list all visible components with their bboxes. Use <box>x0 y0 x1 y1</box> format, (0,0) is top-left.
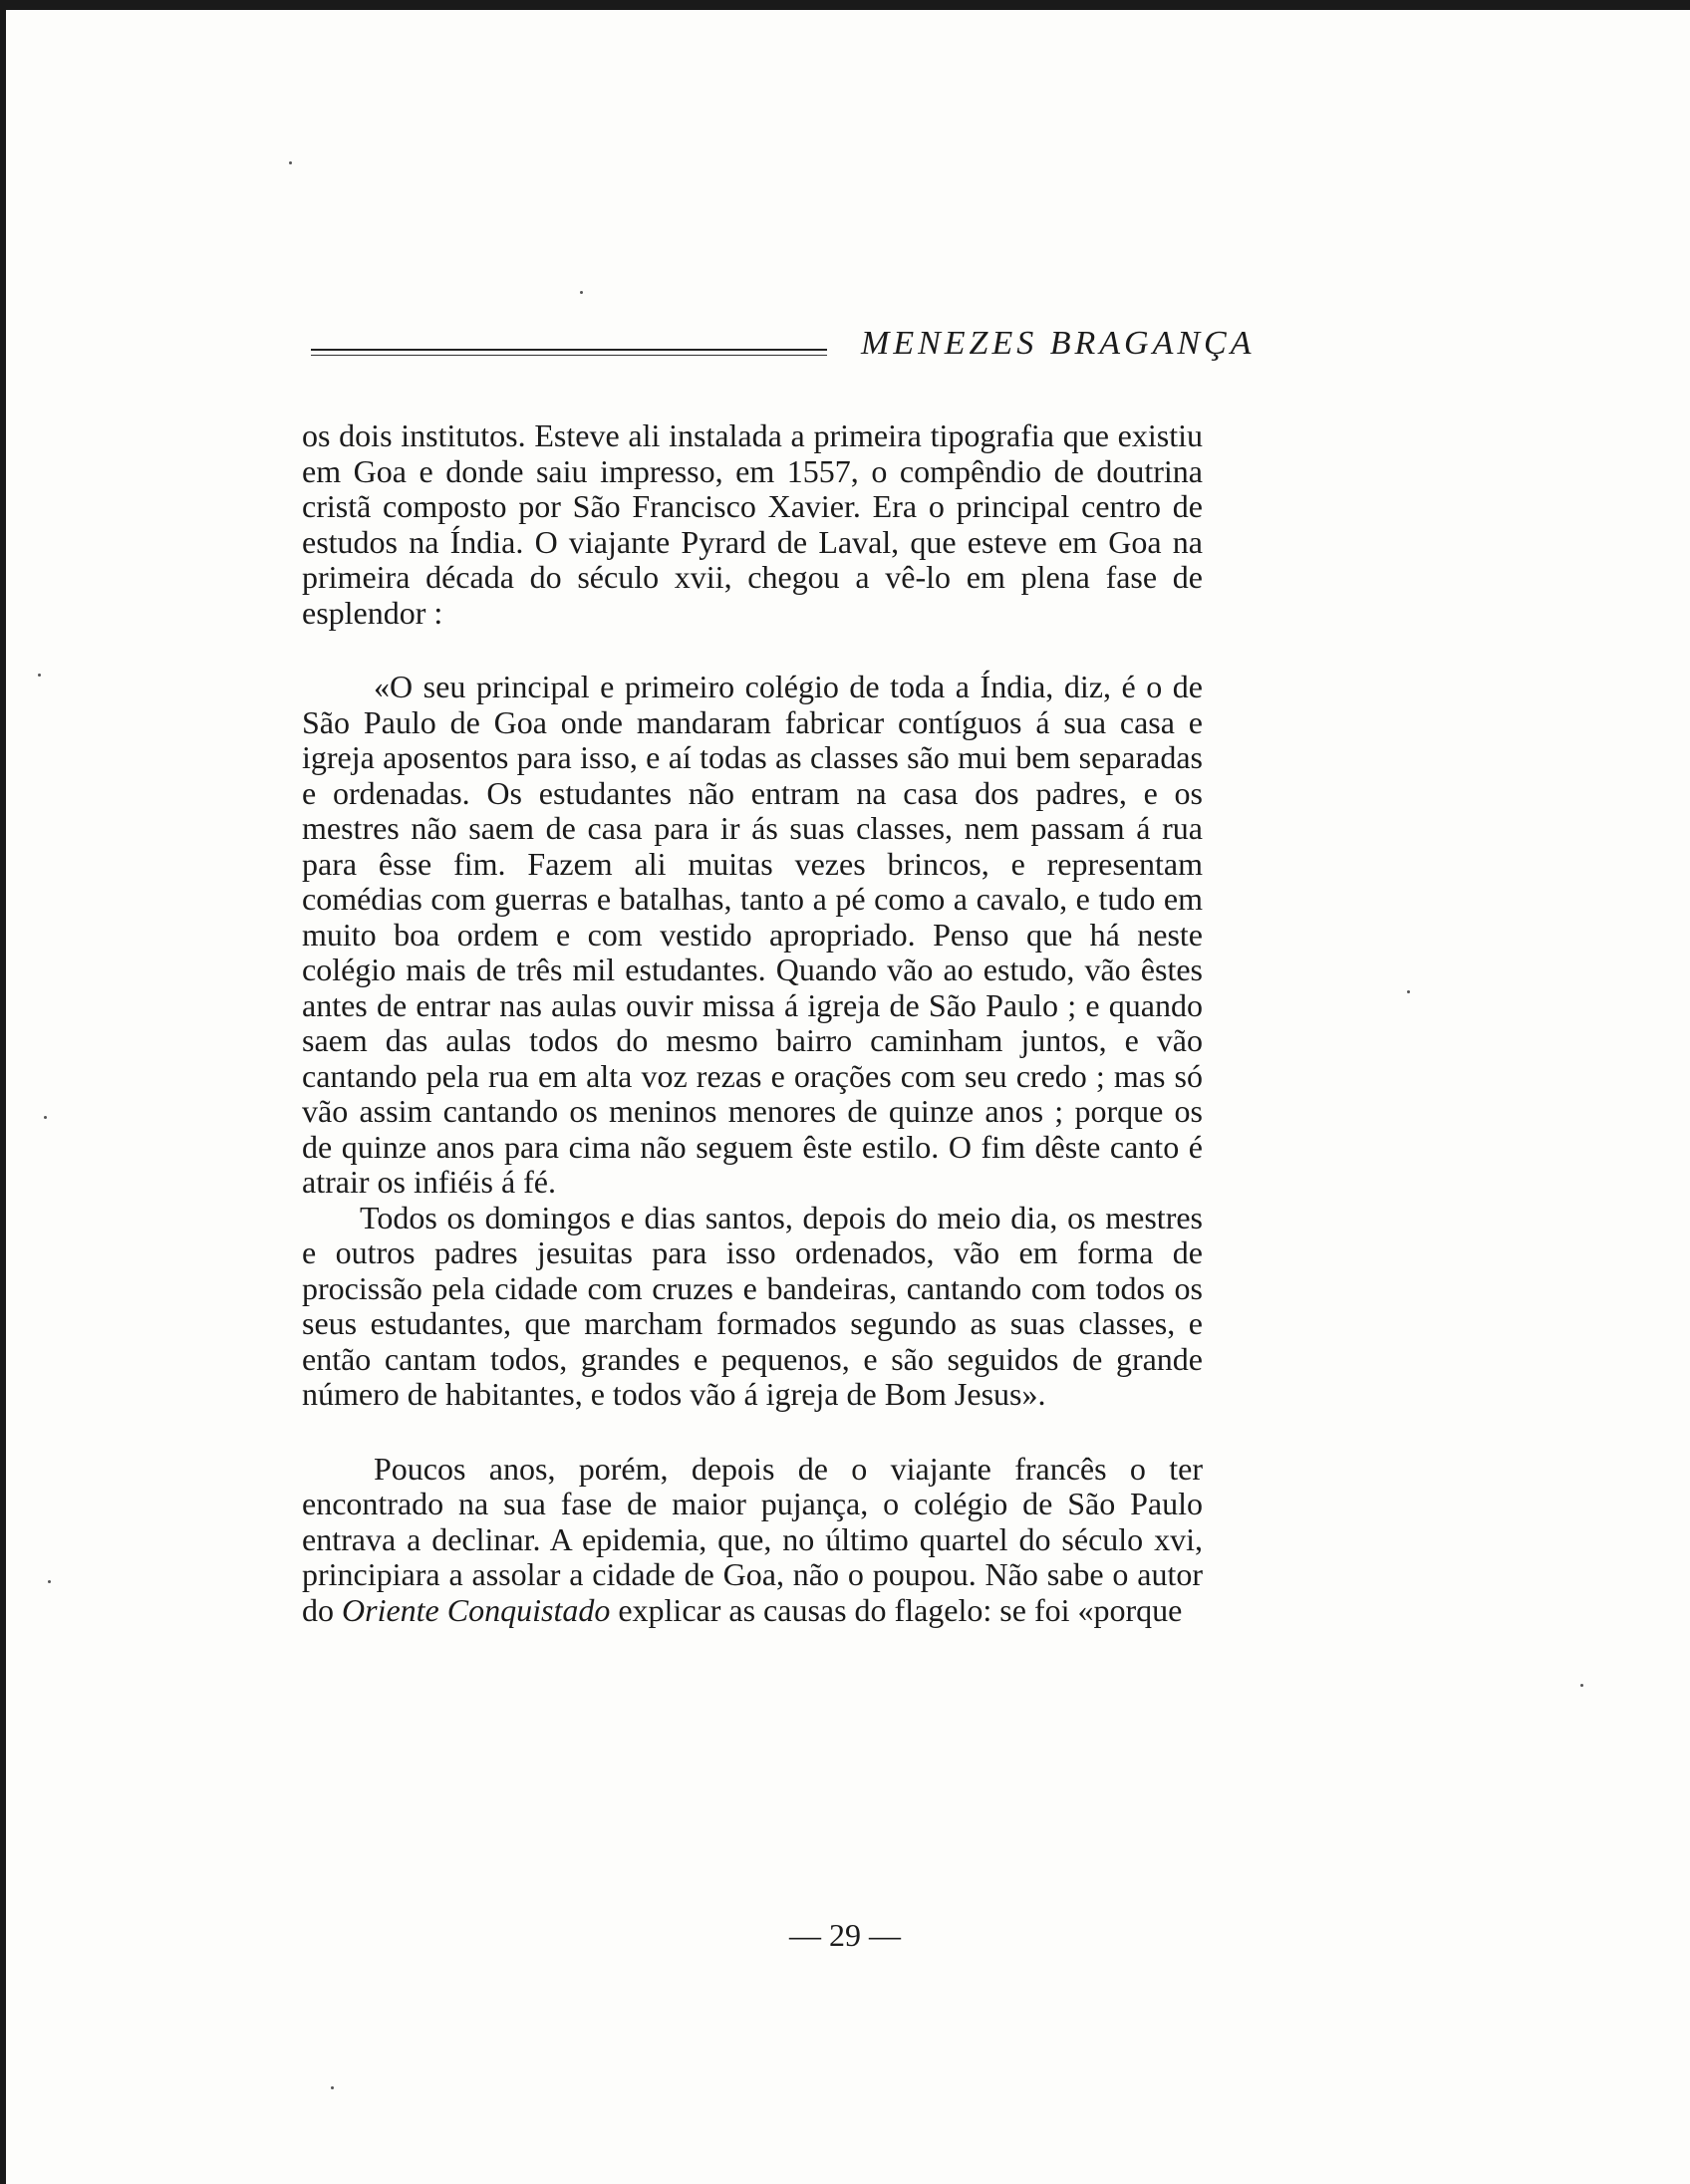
scan-speck <box>1407 990 1410 993</box>
body-text <box>302 418 1203 1628</box>
paragraph-closing-text-end: explicar as causas do flagelo: se foi «porque <box>610 1591 1183 1628</box>
scan-speck <box>580 291 583 294</box>
scan-left-edge <box>0 0 6 2184</box>
scan-speck <box>44 1116 47 1119</box>
header-rule <box>311 349 827 351</box>
paragraph-closing <box>302 1452 1203 1629</box>
scan-speck <box>331 2086 334 2089</box>
page-number: — 29 — <box>789 1917 901 1953</box>
scan-speck <box>38 674 41 677</box>
running-title: MENEZES BRAGANÇA <box>861 325 1256 362</box>
paragraph-quote-continued: Todos os domingos e dias santos, depois do meio dia, os mestres e outros padres jesuitas para isso ordenados, vão em forma de procissão pela cidade com cruzes e bandeiras, cantando com todos os seus estudantes, que marcham formados segundo as suas classes, e então cantam todos, grandes e pequenos, e são seguidos de grande número de habitantes, e todos vão á igreja de Bom Jesus». <box>302 1199 1203 1412</box>
scan-speck <box>1580 1684 1583 1687</box>
book-title-italic: Oriente Conquistado <box>342 1591 611 1628</box>
paragraph-intro: os dois institutos. Esteve ali instalada a primeira tipografia que existiu em Goa e donde saiu impresso, em 1557, o compêndio de doutrina cristã composto por São Francisco Xavier. Era o principal centro de estudos na Índia. O viajante Pyrard de Laval, que esteve em Goa na primeira década do século xvii, chegou a vê-lo em plena fase de esplendor : <box>302 417 1203 631</box>
scan-speck <box>48 1580 51 1583</box>
scan-top-edge <box>0 0 1690 10</box>
paragraph-quote: «O seu principal e primeiro colégio de toda a Índia, diz, é o de São Paulo de Goa onde mandaram fabricar contíguos á sua casa e igreja aposentos para isso, e aí todas as classes são mui bem separadas e ordenadas. Os estudantes não entram na casa dos padres, e os mestres não saem de casa para ir ás suas classes, nem passam á rua para êsse fim. Fazem ali muitas vezes brincos, e representam comédias com guerras e batalhas, tanto a pé como a cavalo, e tudo em muito boa ordem e com vestido apropriado. Penso que há neste colégio mais de três mil estudantes. Quando vão ao estudo, vão êstes antes de entrar nas aulas ouvir missa á igreja de São Paulo ; e quando saem das aulas todos do mesmo bairro caminham juntos, e vão cantando pela rua em alta voz rezas e orações com seu credo ; mas só vão assim cantando os meninos menores de quinze anos ; porque os de quinze anos para cima não seguem êste estilo. O fim dêste canto é atrair os infiéis á fé. <box>302 669 1203 1200</box>
paragraph-closing-text: Poucos anos, porém, depois de o viajante francês o ter encontrado na sua fase de maior pujança, o colégio de São Paulo entrava a declinar. A epidemia, que, no último quartel do século xvi, principiara a assolar a cidade de Goa, não o poupou. Não sabe o autor do <box>302 1450 1203 1628</box>
scan-speck <box>289 161 292 164</box>
running-header <box>311 325 1256 369</box>
header-rule <box>311 355 827 356</box>
